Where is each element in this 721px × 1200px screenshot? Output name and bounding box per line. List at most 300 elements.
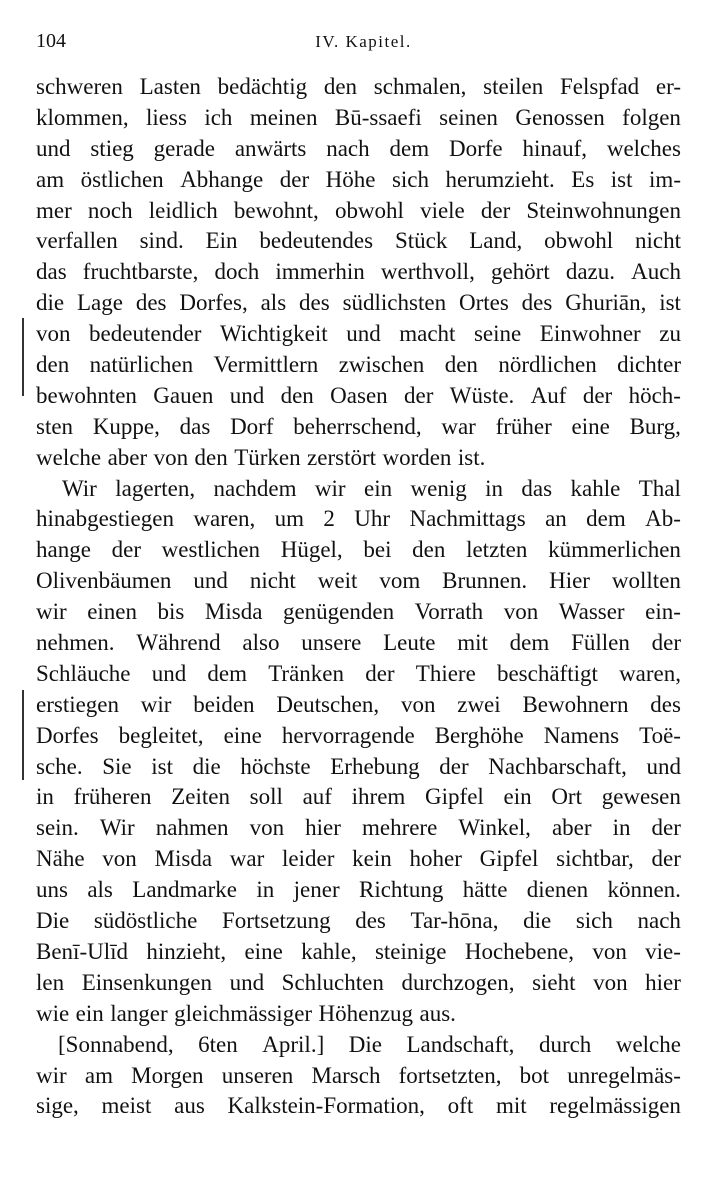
word: Füllen	[571, 630, 630, 656]
word: Auf	[530, 382, 567, 408]
word: nach	[637, 908, 681, 934]
word: Hier	[549, 568, 590, 594]
text-line	[36, 504, 681, 535]
word: kümmerlichen	[548, 537, 681, 563]
word: die	[523, 908, 552, 934]
word: sichtbar,	[556, 846, 634, 872]
word: ein	[363, 475, 393, 501]
word: in	[485, 475, 504, 501]
text-line	[36, 72, 681, 103]
word: ist	[151, 753, 173, 779]
word: von	[102, 846, 137, 872]
word: der	[279, 166, 310, 192]
word: Sie	[102, 753, 132, 779]
word: gerade	[153, 135, 215, 161]
word: wir	[314, 475, 346, 501]
word: dichter	[617, 352, 681, 378]
word: dem	[389, 135, 430, 161]
word: bedeutender	[89, 321, 202, 347]
text-line	[36, 103, 681, 134]
word: steilen	[483, 74, 544, 99]
word: ein	[503, 784, 532, 810]
word: der	[651, 846, 681, 872]
word: Ortes	[458, 290, 509, 316]
word: Lage	[76, 290, 123, 316]
text-line	[36, 875, 681, 906]
word: der	[365, 660, 395, 686]
text-line	[36, 968, 681, 999]
word: eine	[571, 413, 610, 439]
word: hier	[305, 815, 341, 841]
word: obwohl	[334, 197, 404, 223]
word: Bū-ssaefi	[334, 104, 422, 130]
word: den	[412, 537, 446, 563]
word: von	[592, 938, 627, 964]
word: an	[545, 506, 567, 532]
word: Ghuriān,	[565, 290, 647, 316]
word: Brunnen.	[442, 568, 528, 594]
word: aber	[107, 444, 148, 470]
word: regelmässigen	[549, 1093, 681, 1119]
word: Genossen	[515, 104, 605, 130]
word: Nähe	[36, 846, 85, 872]
word: Kuppe,	[92, 413, 160, 439]
text-line	[36, 999, 681, 1030]
word: von	[503, 599, 539, 625]
word: wenig	[410, 475, 467, 501]
word: immerhin	[275, 259, 365, 285]
word: kahle	[570, 475, 621, 501]
word: schweren	[36, 74, 123, 99]
word: auf	[302, 784, 332, 810]
word: seinen	[439, 104, 498, 130]
word: Während	[136, 630, 221, 656]
text-line	[36, 1061, 681, 1092]
word: Dorfes,	[179, 290, 248, 316]
word: Ein	[205, 228, 238, 254]
word: Dorfe	[448, 135, 503, 161]
word: wir	[140, 691, 172, 717]
word: Wir	[99, 815, 135, 841]
word: Stück	[394, 228, 448, 254]
word: hier	[645, 969, 681, 995]
word: gewesen	[601, 784, 681, 810]
word: einen	[87, 599, 138, 625]
word: zwei	[457, 691, 501, 717]
word: der	[582, 382, 613, 408]
word: Misda	[154, 846, 213, 872]
word: aus	[174, 1093, 205, 1119]
word: ist	[610, 166, 633, 192]
word: Vermittlern	[213, 352, 319, 378]
word: Wir	[62, 475, 97, 501]
word: Oasen	[330, 382, 388, 408]
word: Uhr	[354, 506, 391, 532]
word: unregelmäs-	[567, 1062, 681, 1088]
word: erstiegen	[36, 691, 120, 717]
word: Olivenbäumen	[36, 568, 172, 594]
word: der	[404, 382, 434, 408]
word: ein-	[645, 599, 681, 625]
word: bis	[157, 599, 185, 625]
word: April.]	[262, 1031, 325, 1057]
word: unsere	[301, 630, 362, 656]
margin-line-mark	[22, 318, 24, 396]
word: Die	[348, 1031, 382, 1057]
word: Türken	[234, 444, 301, 470]
word: aber	[551, 815, 592, 841]
word: also	[242, 630, 280, 656]
word: oft	[447, 1093, 474, 1119]
word: natürlichen	[89, 352, 194, 378]
word: Ort	[551, 784, 582, 810]
word: am	[36, 166, 65, 192]
page-header	[36, 30, 681, 60]
paragraph-first-line	[36, 1030, 681, 1061]
word: zerstört	[307, 444, 377, 470]
word: von	[593, 969, 628, 995]
word: höchste	[240, 753, 311, 779]
word: Benī-Ulīd	[36, 938, 128, 964]
word: Einwohner	[539, 321, 641, 347]
word: werthvoll,	[380, 259, 475, 285]
word: hinabgestiegen	[36, 506, 174, 532]
word: der	[480, 197, 511, 223]
word: nicht	[635, 228, 681, 254]
word: Auch	[631, 259, 681, 285]
word: des	[299, 290, 330, 316]
word: Schluchten	[281, 969, 384, 995]
word: sieht	[532, 969, 576, 995]
word: Bewohnern	[522, 691, 629, 717]
word: Schläuche	[36, 660, 131, 686]
word: ist.	[457, 444, 486, 470]
word: Wasser	[558, 599, 625, 625]
word: fruchtbarste,	[82, 259, 199, 285]
word: genügenden	[282, 599, 395, 625]
word: nach	[326, 135, 370, 161]
word: eine	[244, 938, 283, 964]
word: Zeiten	[171, 784, 230, 810]
running-head: IV. Kapitel.	[315, 32, 412, 51]
word: Vorrath	[414, 599, 484, 625]
word: des	[355, 908, 386, 934]
word: bedeutendes	[259, 228, 374, 254]
word: worden	[382, 444, 452, 470]
text-line	[36, 381, 681, 412]
word: mit	[495, 1093, 527, 1119]
word: Leute	[383, 630, 436, 656]
word: ich	[204, 104, 233, 130]
word: Deutschen,	[276, 691, 380, 717]
word: uns	[36, 877, 68, 903]
text-line	[36, 165, 681, 196]
word: sten	[36, 413, 74, 439]
word: dem	[586, 506, 626, 532]
word: liess	[146, 104, 187, 130]
word: der	[651, 815, 681, 841]
body-text	[36, 72, 681, 1122]
word: lagerten,	[115, 475, 196, 501]
word: wie	[36, 1000, 70, 1026]
word: Nachbarschaft,	[488, 753, 627, 779]
word: Gipfel	[425, 784, 484, 810]
word: bewohnt,	[233, 197, 319, 223]
word: nahmen	[155, 815, 229, 841]
text-line	[36, 535, 681, 566]
word: ist	[659, 290, 681, 316]
word: mit	[457, 630, 488, 656]
word: noch	[87, 197, 133, 223]
word: und	[193, 568, 228, 594]
word: 6ten	[198, 1031, 238, 1057]
word: Thiere	[415, 660, 476, 686]
word: viele	[420, 197, 465, 223]
word: von	[36, 321, 71, 347]
word: seine	[473, 321, 522, 347]
text-line	[36, 288, 681, 319]
text-line	[36, 257, 681, 288]
word: um	[274, 506, 305, 532]
word: Erhebung	[330, 753, 420, 779]
word: Wüste.	[449, 382, 515, 408]
word: früher	[495, 413, 552, 439]
word: Toë-	[639, 722, 681, 748]
word: die	[36, 290, 65, 316]
word: Steinwohnungen	[526, 197, 681, 223]
word: eine	[223, 722, 262, 748]
text-line	[36, 906, 681, 937]
word: meinen	[249, 104, 318, 130]
word: Ab-	[645, 506, 681, 532]
word: Namens	[543, 722, 620, 748]
word: und	[151, 660, 187, 686]
word: waren,	[619, 660, 681, 686]
word: Misda	[204, 599, 263, 625]
text-line	[36, 412, 681, 443]
paragraph-first-line	[36, 474, 681, 505]
word: sich	[575, 908, 613, 934]
word: kahle,	[301, 938, 357, 964]
word: wollten	[611, 568, 681, 594]
text-line	[36, 752, 681, 783]
text-line	[36, 566, 681, 597]
word: Abhange	[180, 166, 264, 192]
word: das	[521, 475, 553, 501]
text-line	[36, 196, 681, 227]
word: Burg,	[629, 413, 681, 439]
word: len	[36, 969, 65, 995]
word: vom	[379, 568, 421, 594]
word: in	[256, 877, 275, 903]
word: Richtung	[358, 877, 444, 903]
text-line	[36, 659, 681, 690]
word: der	[111, 537, 141, 563]
word: hinzieht,	[146, 938, 227, 964]
word: welche	[36, 444, 102, 470]
text-line	[36, 226, 681, 257]
word: Winkel,	[458, 815, 531, 841]
word: sige,	[36, 1093, 79, 1119]
word: bot	[519, 1062, 550, 1088]
word: sich	[391, 166, 430, 192]
text-line	[36, 813, 681, 844]
word: sche.	[36, 753, 83, 779]
word: klommen,	[36, 104, 129, 130]
text-line	[36, 782, 681, 813]
word: welches	[606, 135, 681, 161]
word: bedächtig	[217, 74, 308, 99]
word: unseren	[221, 1062, 294, 1088]
word: und	[229, 969, 265, 995]
word: Die	[36, 908, 70, 934]
word: und	[36, 135, 71, 161]
word: den	[280, 382, 314, 408]
word: den	[36, 352, 70, 378]
word: steinige	[374, 938, 447, 964]
word: Morgen	[131, 1062, 204, 1088]
word: höch-	[628, 382, 681, 408]
word: stieg	[90, 135, 134, 161]
word: bei	[363, 537, 392, 563]
text-line	[36, 690, 681, 721]
text-line	[36, 628, 681, 659]
word: des	[650, 691, 681, 717]
word: doch	[214, 259, 260, 285]
margin-line-mark	[22, 690, 24, 780]
word: war	[229, 846, 265, 872]
word: der	[651, 630, 681, 656]
word: vie-	[645, 938, 681, 964]
word: Es	[571, 166, 595, 192]
word: Felspfad	[559, 74, 640, 99]
text-line	[36, 721, 681, 752]
word: Höhe	[325, 166, 376, 192]
word: hinauf,	[522, 135, 587, 161]
word: südlichsten	[342, 290, 447, 316]
word: [Sonnabend,	[58, 1031, 174, 1057]
word: östlichen	[80, 166, 164, 192]
word: Kalkstein-Formation,	[227, 1093, 425, 1119]
word: 2	[323, 506, 335, 532]
word: dem	[509, 630, 550, 656]
word: durchzogen,	[401, 969, 515, 995]
word: Dorf	[230, 413, 274, 439]
word: der	[439, 753, 469, 779]
word: Einsenkungen	[81, 969, 212, 995]
word: hange	[36, 537, 91, 563]
word: bewohnten	[36, 382, 137, 408]
word: als	[260, 290, 287, 316]
word: anwärts	[234, 135, 307, 161]
word: gleichmässiger	[174, 1000, 313, 1026]
word: des	[135, 290, 167, 316]
word: er-	[655, 74, 681, 99]
text-line	[36, 937, 681, 968]
word: wir	[36, 1062, 67, 1088]
word: südöstliche	[93, 908, 198, 934]
word: den	[323, 74, 358, 99]
word: war	[441, 413, 476, 439]
word: ihrem	[351, 784, 406, 810]
word: und	[229, 382, 265, 408]
word: obwohl	[544, 228, 614, 254]
word: beiden	[193, 691, 255, 717]
word: waren,	[193, 506, 256, 532]
word: nicht	[249, 568, 296, 594]
word: mehrere	[361, 815, 438, 841]
word: nehmen.	[36, 630, 115, 656]
word: Thal	[638, 475, 681, 501]
word: begleitet,	[118, 722, 204, 748]
word: meist	[101, 1093, 152, 1119]
word: Dorfes	[36, 722, 99, 748]
word: den	[194, 444, 228, 470]
word: zwischen	[338, 352, 425, 378]
word: die	[192, 753, 221, 779]
word: wir	[36, 599, 67, 625]
word: das	[36, 259, 67, 285]
word: und	[346, 321, 381, 347]
text-line	[36, 134, 681, 165]
word: in	[612, 815, 631, 841]
word: folgen	[622, 104, 681, 130]
word: den	[444, 352, 478, 378]
word: in	[36, 784, 54, 810]
word: von	[153, 444, 189, 470]
word: verfallen	[36, 228, 118, 254]
word: macht	[399, 321, 456, 347]
word: Marsch	[311, 1062, 381, 1088]
word: Lasten	[139, 74, 201, 99]
word: ein	[75, 1000, 104, 1026]
word: am	[84, 1062, 113, 1088]
word: dazu.	[565, 259, 616, 285]
word: als	[87, 877, 113, 903]
word: langer	[110, 1000, 168, 1026]
word: im-	[649, 166, 681, 192]
word: von	[400, 691, 436, 717]
text-line	[36, 844, 681, 875]
word: Tar-hōna,	[410, 908, 499, 934]
word: welche	[615, 1031, 681, 1057]
word: Land,	[469, 228, 523, 254]
word: das	[179, 413, 211, 439]
word: leider	[282, 846, 335, 872]
word: sein.	[36, 815, 79, 841]
word: Gipfel	[479, 846, 539, 872]
word: beherrschend,	[293, 413, 422, 439]
word: Wichtigkeit	[219, 321, 328, 347]
word: herumzieht.	[445, 166, 555, 192]
word: Tränken	[268, 660, 345, 686]
word: leidlich	[148, 197, 218, 223]
word: schmalen,	[373, 74, 467, 99]
text-line	[36, 443, 681, 474]
word: weit	[317, 568, 358, 594]
word: durch	[538, 1031, 592, 1057]
word: westlichen	[161, 537, 261, 563]
word: des	[521, 290, 553, 316]
word: mer	[36, 197, 72, 223]
word: zu	[659, 321, 681, 347]
word: jener	[293, 877, 340, 903]
word: früheren	[73, 784, 152, 810]
word: hätte	[462, 877, 508, 903]
page-number: 104	[36, 30, 66, 52]
word: und	[646, 753, 681, 779]
word: Berghöhe	[434, 722, 524, 748]
